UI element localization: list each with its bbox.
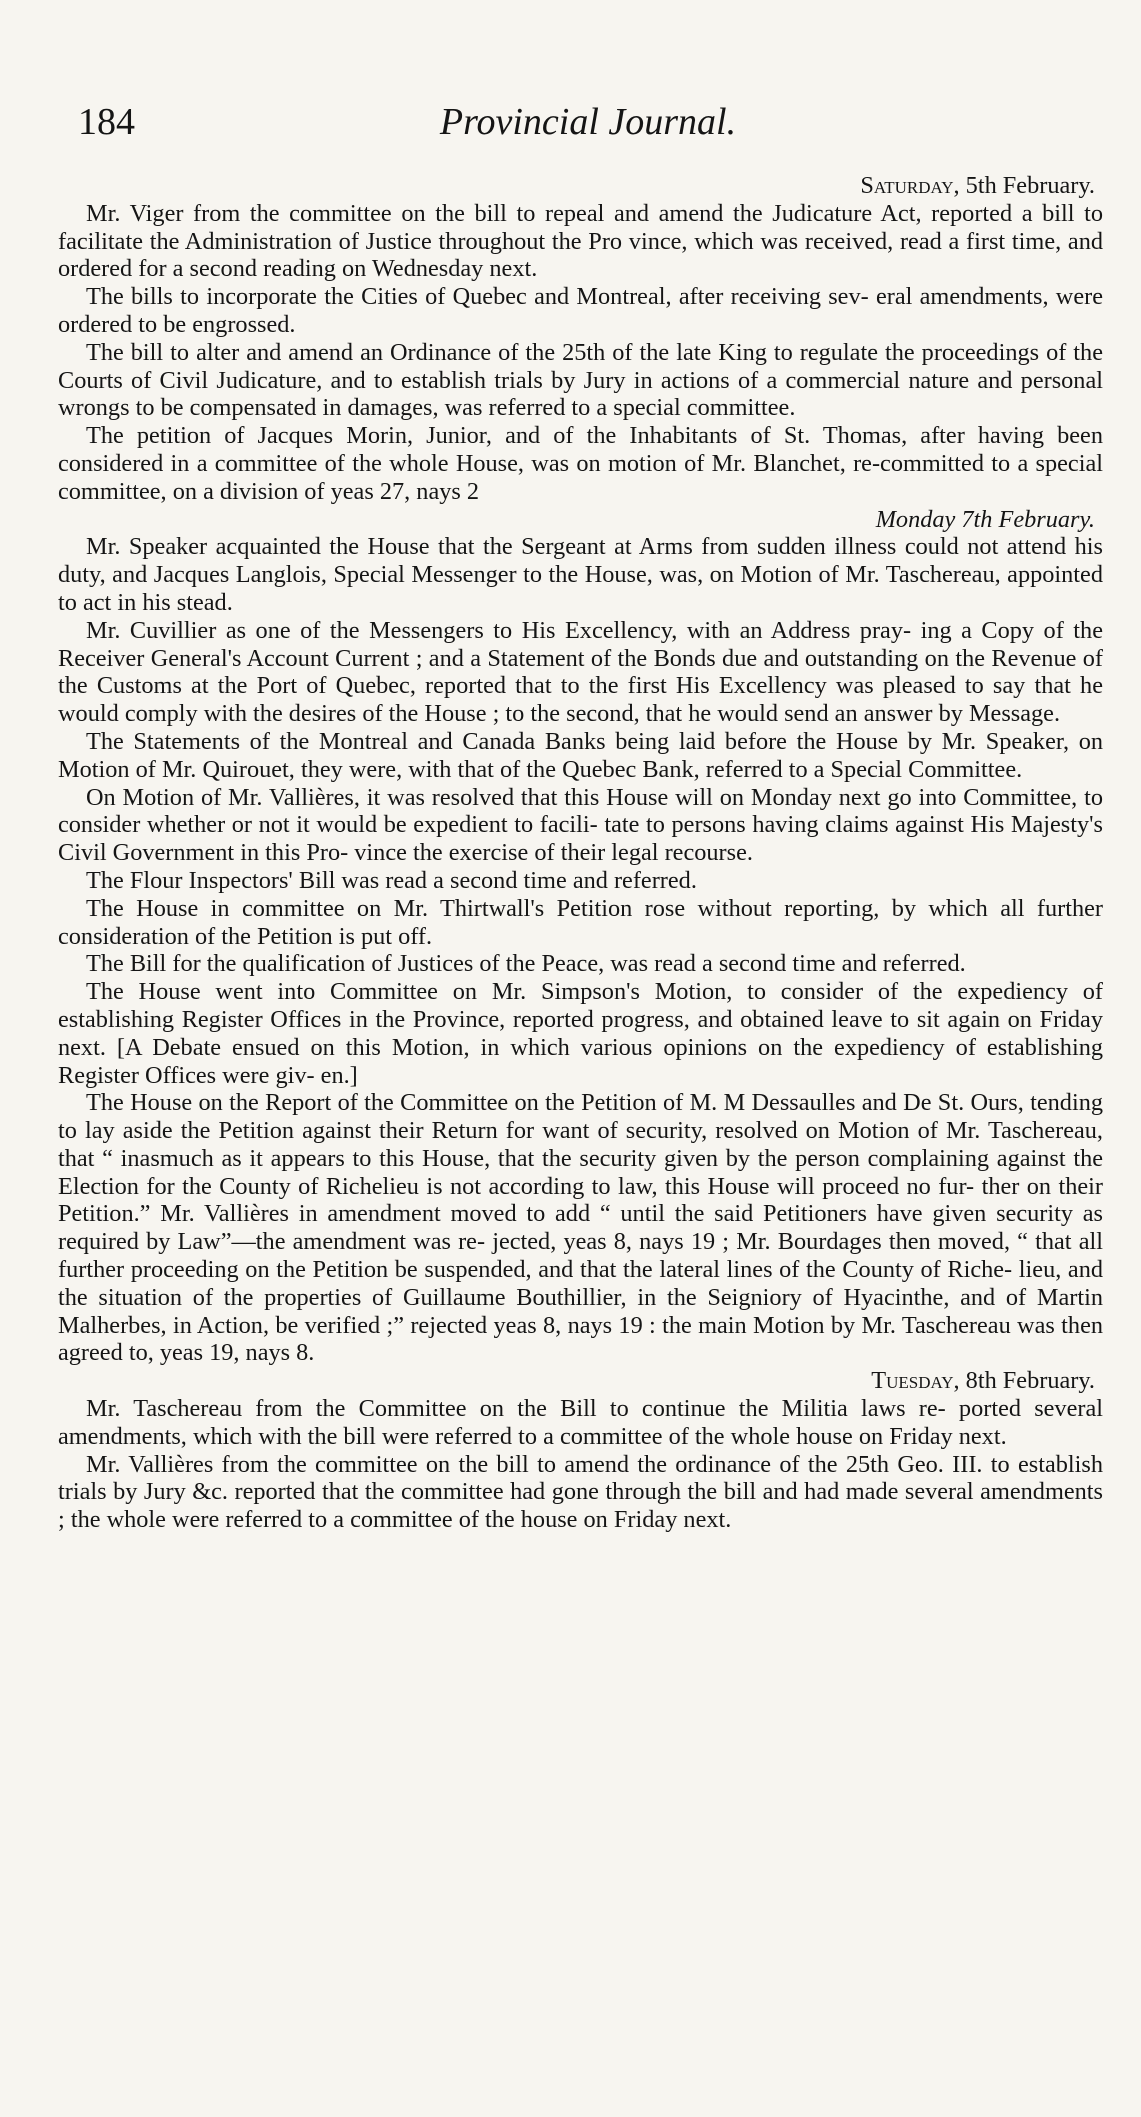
journal-paragraph: The House went into Committee on Mr. Simpson's Motion, to consider of the expediency of establishing Register Offices in the Province, reported progress, and obtained leave to sit again on Friday next. [A Debate ensued on this Motion, in which various opinions on the expediency of establishing Register Offices were giv- en.] <box>58 978 1103 1089</box>
journal-paragraph: The petition of Jacques Morin, Junior, and of the Inhabitants of St. Thomas, after having been considered in a committee of the whole House, was on motion of Mr. Blanchet, re-committed to a special committee, on a division of yeas 27, nays 2 <box>58 422 1103 505</box>
journal-paragraph: Mr. Speaker acquainted the House that the Sergeant at Arms from sudden illness could not attend his duty, and Jacques Langlois, Special Messenger to the House, was, on Motion of Mr. Taschereau, appointed to act in his stead. <box>58 533 1103 616</box>
date-heading: Tuesday, 8th February. <box>871 1367 1095 1395</box>
journal-paragraph: The Bill for the qualification of Justices of the Peace, was read a second time and referred. <box>86 950 966 978</box>
journal-paragraph: Mr. Vallières from the committee on the bill to amend the ordinance of the 25th Geo. III. to establish trials by Jury &c. reported that the committee had gone through the bill and had made several amendments ; the whole were referred to a committee of the house on Friday next. <box>58 1450 1103 1534</box>
journal-paragraph: The bills to incorporate the Cities of Quebec and Montreal, after receiving sev- eral amendments, were ordered to be engrossed. <box>58 283 1103 338</box>
journal-paragraph: Mr. Taschereau from the Committee on the Bill to continue the Militia laws re- ported several amendments, which with the bill were referred to a committee of the whole house on Friday next. <box>58 1395 1103 1450</box>
date-heading: Monday 7th February. <box>875 505 1095 533</box>
date-heading: Saturday, 5th February. <box>860 172 1095 199</box>
running-title: Provincial Journal. <box>439 101 737 143</box>
journal-paragraph: The Flour Inspectors' Bill was read a second time and referred. <box>86 866 697 894</box>
journal-body <box>58 172 1103 1534</box>
journal-paragraph: The House on the Report of the Committee on the Petition of M. M Dessaulles and De St. Ours, tending to lay aside the Petition against their Return for want of security, resolved on Motion of Mr. Taschereau, that “ inasmuch as it appears to this House, that the security given by the person complaining against the Election for the County of Richelieu is not according to law, this House will proceed no fur- ther on their Petition.” Mr. Vallières in amendment moved to add “ until the said Petitioners have given security as required by Law”—the amendment was re- jected, yeas 8, nays 19 ; Mr. Bourdages then moved, “ that all further proceeding on the Petition be suspended, and that the lateral lines of the County of Riche- lieu, and the situation of the properties of Guillaume Bouthillier, in the Seigniory of Hyacinthe, and of Martin Malherbes, in Action, be verified ;” rejected yeas 8, nays 19 : the main Motion by Mr. Taschereau was then agreed to, yeas 19, nays 8. <box>58 1089 1103 1367</box>
journal-paragraph: On Motion of Mr. Vallières, it was resolved that this House will on Monday next go into Committee, to consider whether or not it would be expedient to facili- tate to persons having claims against His Majesty's Civil Government in this Pro- vince the exercise of their legal recourse. <box>58 783 1103 867</box>
journal-paragraph: The Statements of the Montreal and Canada Banks being laid before the House by Mr. Speaker, on Motion of Mr. Quirouet, they were, with that of the Quebec Bank, referred to a Special Committee. <box>58 727 1103 783</box>
journal-paragraph: Mr. Cuvillier as one of the Messengers to His Excellency, with an Address pray- ing a Copy of the Receiver General's Account Current ; and a Statement of the Bonds due and outstanding on the Revenue of the Customs at the Port of Quebec, reported that to the first His Excellency was pleased to say that he would comply with the desires of the House ; to the second, that he would send an answer by Message. <box>58 616 1103 728</box>
journal-paragraph: The House in committee on Mr. Thirtwall's Petition rose without reporting, by which all further consideration of the Petition is put off. <box>58 894 1103 950</box>
journal-paragraph: Mr. Viger from the committee on the bill to repeal and amend the Judicature Act, reported a bill to facilitate the Administration of Justice throughout the Pro vince, which was received, read a first time, and ordered for a second reading on Wednesday next. <box>58 199 1103 283</box>
journal-paragraph: The bill to alter and amend an Ordinance of the 25th of the late King to regulate the proceedings of the Courts of Civil Judicature, and to establish trials by Jury in actions of a commercial nature and personal wrongs to be compensated in damages, was referred to a special committee. <box>58 338 1103 422</box>
page-header <box>78 100 1098 150</box>
page-number: 184 <box>78 101 135 143</box>
